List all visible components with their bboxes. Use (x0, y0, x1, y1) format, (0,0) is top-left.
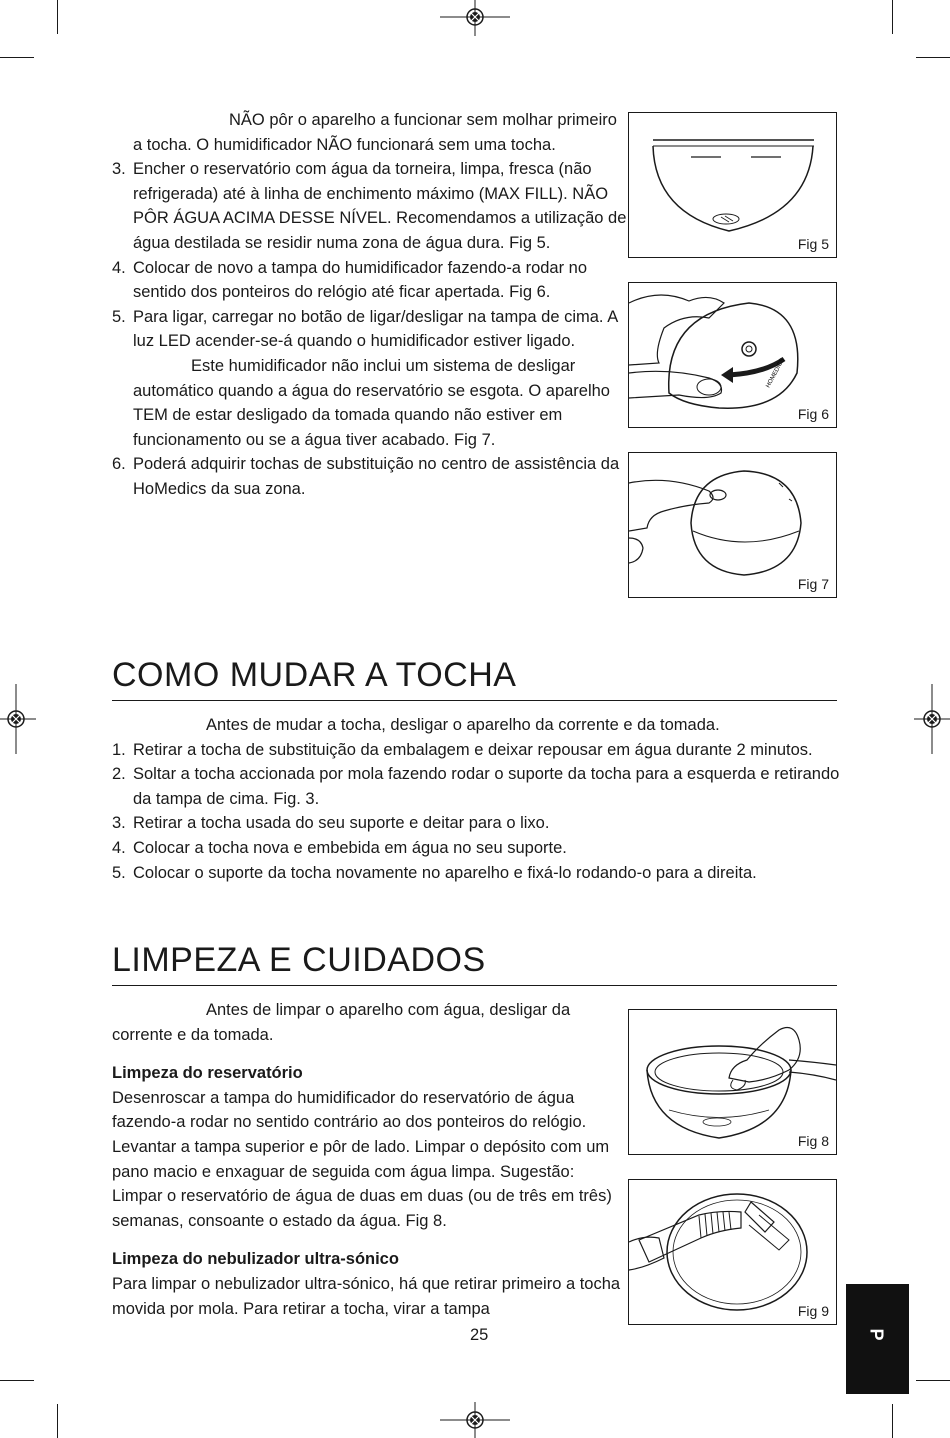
list-number: 6. (112, 455, 126, 474)
section2-body (112, 998, 622, 1321)
language-tab (846, 1284, 909, 1394)
warning-paragraph (112, 108, 627, 157)
section1-body (112, 713, 842, 885)
crop-mark (892, 0, 893, 34)
list-item (112, 256, 627, 305)
language-tab-label: P (866, 1328, 887, 1341)
registration-mark-icon (0, 684, 36, 754)
list-item (112, 738, 842, 763)
crop-mark (0, 57, 34, 58)
crop-mark (892, 1404, 893, 1438)
list-text: Para ligar, carregar no botão de ligar/desligar na tampa de cima. A luz LED acender-se-á quando o humidificador estiver ligado. (133, 307, 618, 351)
crop-mark (57, 1404, 58, 1438)
list-number: 3. (112, 160, 126, 179)
figure-6 (628, 282, 837, 428)
list-text: Encher o reservatório com água da torneira, limpa, fresca (não refrigerada) até à linha de enchimento máximo (MAX FILL). NÃO PÔR ÁGUA ACIMA DESSE NÍVEL. Recomendamos a utilização de água destilada se residir numa zona de água dura. Fig 5. (133, 160, 627, 252)
figure-9 (628, 1179, 837, 1325)
subsection-title: Limpeza do nebulizador ultra-sónico (112, 1250, 399, 1269)
intro-text: Antes de limpar o aparelho com água, desligar da corrente e da tomada. (112, 1001, 571, 1044)
list-number: 2. (112, 765, 126, 784)
brand-label: HOMEDICS (765, 357, 786, 389)
subsection-text: Desenroscar a tampa do humidificador do reservatório de água fazendo-a rodar no sentido contrário ao dos ponteiros do relógio. Levantar a tampa superior e pôr de lado. Limpar o depósito com um pano macio e enxaguar de seguida com água limpa. Sugestão: Limpar o reservatório de água de duas em duas (ou de três em três) semanas, consoante o estado da água. Fig 8. (112, 1088, 612, 1230)
top-instructions (112, 108, 627, 502)
section-divider (112, 700, 837, 701)
list-item (112, 452, 627, 501)
list-text: Retirar a tocha usada do seu suporte e deitar para o lixo. (133, 814, 550, 833)
page-number: 25 (470, 1326, 489, 1344)
list-text: Soltar a tocha accionada por mola fazendo rodar o suporte da tocha para a esquerda e retirando da tampa de cima. Fig. 3. (133, 765, 840, 808)
list-item (112, 861, 842, 886)
figure-caption: Fig 7 (797, 576, 829, 592)
crop-mark (916, 1380, 950, 1381)
registration-mark-icon (440, 0, 510, 36)
list-text: Retirar a tocha de substituição da embalagem e deixar repousar em água durante 2 minutos. (133, 740, 813, 759)
figure-caption: Fig 6 (797, 406, 829, 422)
list-number: 4. (112, 258, 126, 277)
list-text: Colocar a tocha nova e embebida em água no seu suporte. (133, 838, 567, 857)
warning-paragraph (112, 713, 842, 738)
figure-caption: Fig 5 (797, 236, 829, 252)
intro-text: Antes de mudar a tocha, desligar o aparelho da corrente e da tomada. (206, 716, 720, 734)
list-number: 5. (112, 307, 126, 326)
list-text: Poderá adquirir tochas de substituição no centro de assistência da HoMedics da sua zona. (133, 455, 620, 498)
list-item (112, 762, 842, 811)
figure-8 (628, 1009, 837, 1155)
list-item (112, 157, 627, 255)
subsection-text: Para limpar o nebulizador ultra-sónico, há que retirar primeiro a tocha movida por mola. Para retirar a tocha, virar a tampa (112, 1274, 621, 1318)
figure-caption: Fig 9 (797, 1303, 829, 1319)
section-divider (112, 985, 837, 986)
list-item (112, 836, 842, 861)
list-item (112, 305, 627, 354)
note-paragraph (112, 354, 627, 452)
list-number: 4. (112, 838, 126, 857)
figure-caption: Fig 8 (797, 1133, 829, 1149)
crop-mark (57, 0, 58, 34)
section-title: LIMPEZA E CUIDADOS (112, 941, 486, 979)
list-number: 3. (112, 814, 126, 833)
note-text: Este humidificador não inclui um sistema de desligar automático quando a água do reservatório se esgota. O aparelho TEM de estar desligado da tomada quando não estiver em funcionamento ou se a água tiver acabado. Fig 7. (133, 356, 610, 449)
registration-mark-icon (914, 684, 950, 754)
list-item (112, 811, 842, 836)
crop-mark (916, 57, 950, 58)
crop-mark (0, 1380, 34, 1381)
list-number: 5. (112, 863, 126, 882)
warning-text: NÃO pôr o aparelho a funcionar sem molhar primeiro a tocha. O humidificador NÃO funcionará sem uma tocha. (133, 111, 617, 154)
list-number: 1. (112, 740, 126, 759)
warning-paragraph (112, 998, 622, 1047)
figure-5 (628, 112, 837, 258)
section-title: COMO MUDAR A TOCHA (112, 656, 517, 694)
figure-7 (628, 452, 837, 598)
list-text: Colocar o suporte da tocha novamente no aparelho e fixá-lo rodando-o para a direita. (133, 863, 757, 882)
list-text: Colocar de novo a tampa do humidificador fazendo-a rodar no sentido dos ponteiros do relógio até ficar apertada. Fig 6. (133, 258, 588, 302)
registration-mark-icon (440, 1402, 510, 1438)
subsection-title: Limpeza do reservatório (112, 1064, 303, 1083)
